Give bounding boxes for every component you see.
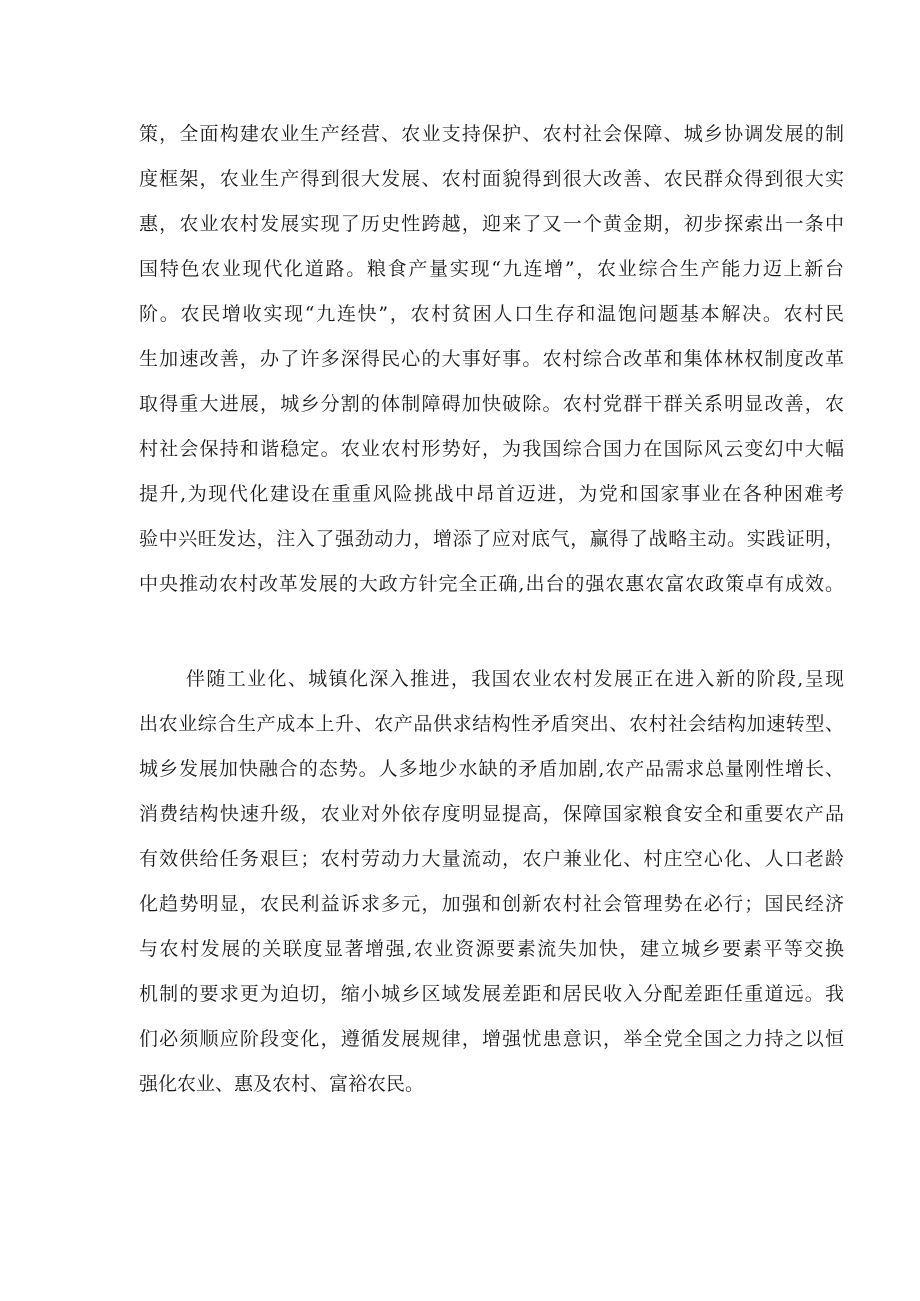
paragraph-line: 消费结构快速升级，农业对外依存度明显提高，保障国家粮食安全和重要农产品 <box>139 803 844 825</box>
paragraph-line: 验中兴旺发达，注入了强劲动力，增添了应对底气，赢得了战略主动。实践证明， <box>139 528 844 550</box>
paragraph-line: 机制的要求更为迫切，缩小城乡区域发展差距和居民收入分配差距任重道远。我 <box>139 983 844 1005</box>
paragraph-line: 有效供给任务艰巨；农村劳动力大量流动，农户兼业化、村庄空心化、人口老龄 <box>139 848 844 870</box>
paragraph-line: 生加速改善，办了许多深得民心的大事好事。农村综合改革和集体林权制度改革 <box>139 348 844 370</box>
paragraph-line: 们必须顺应阶段变化，遵循发展规律，增强忧患意识，举全党全国之力持之以恒 <box>139 1028 844 1050</box>
paragraph-line: 伴随工业化、城镇化深入推进，我国农业农村发展正在进入新的阶段,呈现 <box>186 668 844 690</box>
paragraph-line: 化趋势明显，农民利益诉求多元，加强和创新农村社会管理势在必行；国民经济 <box>139 893 844 915</box>
paragraph-line: 策，全面构建农业生产经营、农业支持保护、农村社会保障、城乡协调发展的制 <box>139 123 844 145</box>
paragraph-line: 出农业综合生产成本上升、农产品供求结构性矛盾突出、农村社会结构加速转型、 <box>139 713 844 735</box>
paragraph-2 <box>139 657 844 1107</box>
paragraph-line: 提升,为现代化建设在重重风险挑战中昂首迈进，为党和国家事业在各种困难考 <box>139 483 844 505</box>
paragraph-line: 惠，农业农村发展实现了历史性跨越，迎来了又一个黄金期，初步探索出一条中 <box>139 213 844 235</box>
paragraph-1 <box>139 112 844 607</box>
paragraph-line: 阶。农民增收实现“九连快”，农村贫困人口生存和温饱问题基本解决。农村民 <box>139 303 844 325</box>
paragraph-line: 村社会保持和谐稳定。农业农村形势好，为我国综合国力在国际风云变幻中大幅 <box>139 438 844 460</box>
paragraph-line: 取得重大进展，城乡分割的体制障碍加快破除。农村党群干群关系明显改善，农 <box>139 393 844 415</box>
paragraph-line: 强化农业、惠及农村、富裕农民。 <box>139 1073 425 1095</box>
paragraph-line: 城乡发展加快融合的态势。人多地少水缺的矛盾加剧,农产品需求总量刚性增长、 <box>139 758 844 780</box>
paragraph-line: 与农村发展的关联度显著增强,农业资源要素流失加快，建立城乡要素平等交换 <box>139 938 844 960</box>
paragraph-line: 度框架，农业生产得到很大发展、农村面貌得到很大改善、农民群众得到很大实 <box>139 168 844 190</box>
paragraph-line: 国特色农业现代化道路。粮食产量实现“九连增”，农业综合生产能力迈上新台 <box>139 258 844 280</box>
paragraph-line: 中央推动农村改革发展的大政方针完全正确,出台的强农惠农富农政策卓有成效。 <box>139 573 844 595</box>
